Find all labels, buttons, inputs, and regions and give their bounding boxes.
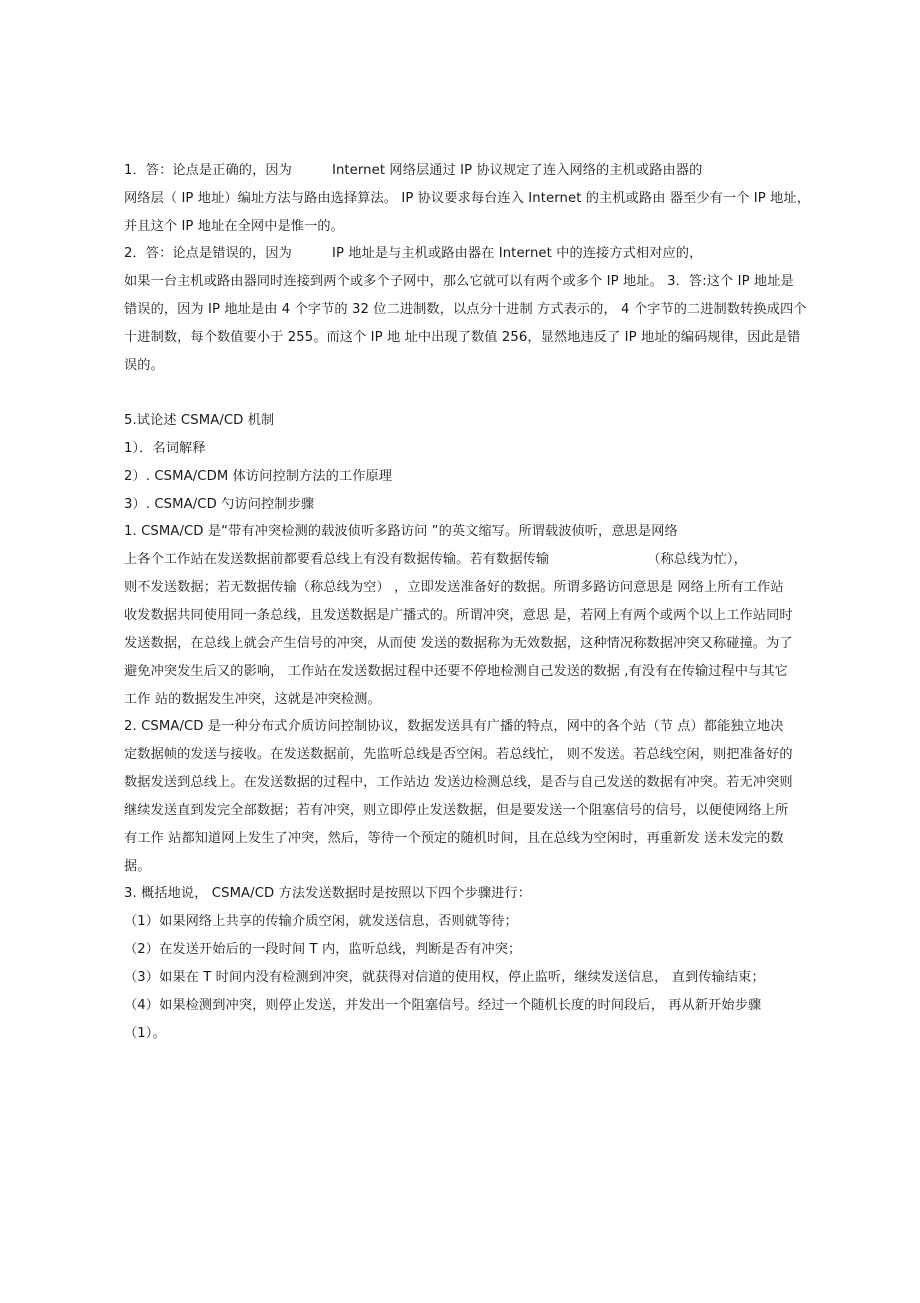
para-1-line-2-text: 上各个工作站在发送数据前都要看总线上有没有数据传输。若有数据传输: [124, 552, 550, 567]
para-1-line-5: 发送数据，在总线上就会产生信号的冲突，从而使 发送的数据称为无效数据，这种情况称数据冲突又称碰撞。为了: [124, 636, 793, 651]
para-1-line-3: 则不发送数据；若无数据传输（称总线为空） ，立即发送准备好的数据。所谓多路访问意思是 网络上所有工作站: [124, 580, 784, 595]
para-3-step-4: （4）如果检测到冲突，则停止发送，并发出一个阻塞信号。经过一个随机长度的时间段后， 再从新开始步骤: [124, 998, 762, 1013]
answer-3-line-3: 误的。: [124, 358, 164, 373]
para-3-step-1: （1）如果网络上共享的传输介质空闲，就发送信息，否则就等待；: [124, 914, 518, 929]
para-1-line-2: [124, 549, 814, 571]
para-2-line-6: 据。: [124, 859, 151, 874]
para-1-line-1: 1. CSMA/CD 是“带有冲突检测的载波侦听多路访问 ”的英文缩写。所谓载波侦听，意思是网络: [124, 524, 678, 539]
answer-2-line-2: 如果一台主机或路由器同时连接到两个或多个子网中，那么它就可以有两个或多个 IP 地址。 3．答:这个 IP 地址是: [124, 274, 794, 289]
answer-1-line-1: [124, 160, 814, 182]
para-3-step-2: （2）在发送开始后的一段时间 T 内，监听总线，判断是否有冲突；: [124, 942, 522, 957]
answer-1-text: Internet 网络层通过 IP 协议规定了连入网络的主机或路由器的: [331, 163, 703, 178]
question-5-item-3: 3）. CSMA/CD 勺访问控制步骤: [124, 497, 315, 512]
answer-3-line-2: 十进制数，每个数值要小于 255。而这个 IP 地 址中出现了数值 256，显然地违反了 IP 地址的编码规律，因此是错: [124, 330, 801, 345]
question-5-title: 5.试论述 CSMA/CD 机制: [124, 413, 275, 428]
para-2-line-5: 有工作 站都知道网上发生了冲突，然后，等待一个预定的随机时间，且在总线为空闲时，再重新发 送未发完的数: [124, 831, 784, 846]
question-5-item-1: 1）．名词解释: [124, 441, 206, 456]
para-3-closing: （1）。: [124, 1026, 166, 1041]
answer-1-line-3: 并且这个 IP 地址在全网中是惟一的。: [124, 219, 344, 234]
para-1-line-6: 避免冲突发生后又的影响， 工作站在发送数据过程中还要不停地检测自己发送的数据 ,有没有在传输过程中与其它: [124, 664, 788, 679]
answer-1-line-2: 网络层（ IP 地址）编址方法与路由选择算法。 IP 协议要求每台连入 Internet 的主机或路由 器至少有一个 IP 地址，: [124, 191, 810, 206]
answer-2-line-1: [124, 243, 814, 265]
answer-3-line-1: 错误的，因为 IP 地址是由 4 个字节的 32 位二进制数，以点分十进制 方式表示的， 4 个字节的二进制数转换成四个: [124, 302, 807, 317]
answer-2-label: 2．答：论点是错误的，因为: [124, 246, 292, 261]
answer-2-text: IP 地址是与主机或路由器在 Internet 中的连接方式相对应的，: [331, 246, 703, 261]
para-1-line-4: 收发数据共同使用同一条总线，且发送数据是广播式的。所谓冲突，意思 是，若网上有两个或两个以上工作站同时: [124, 608, 793, 623]
para-1-line-2-aside: （称总线为忙），: [647, 552, 747, 567]
para-2-line-4: 继续发送直到发完全部数据；若有冲突，则立即停止发送数据，但是要发送一个阻塞信号的信号，以便使网络上所: [124, 803, 789, 818]
para-3-line-1: 3. 概括地说， CSMA/CD 方法发送数据时是按照以下四个步骤进行：: [124, 886, 532, 901]
para-1-line-7: 工作 站的数据发生冲突，这就是冲突检测。: [124, 692, 381, 707]
para-3-step-3: （3）如果在 T 时间内没有检测到冲突，就获得对信道的使用权，停止监听，继续发送信息， 直到传输结束；: [124, 970, 765, 985]
para-2-line-2: 定数据帧的发送与接收。在发送数据前，先监听总线是否空闲。若总线忙， 则不发送。若总线空闲，则把准备好的: [124, 747, 793, 762]
answer-1-label: 1．答：论点是正确的，因为: [124, 163, 292, 178]
para-2-line-1: 2. CSMA/CD 是一种分布式介质访问控制协议，数据发送具有广播的特点，网中的各个站（节 点）都能独立地决: [124, 719, 784, 734]
para-2-line-3: 数据发送到总线上。在发送数据的过程中，工作站边 发送边检测总线，是否与自己发送的数据有冲突。若无冲突则: [124, 775, 793, 790]
question-5-item-2: 2）. CSMA/CDM 体访问控制方法的工作原理: [124, 469, 393, 484]
